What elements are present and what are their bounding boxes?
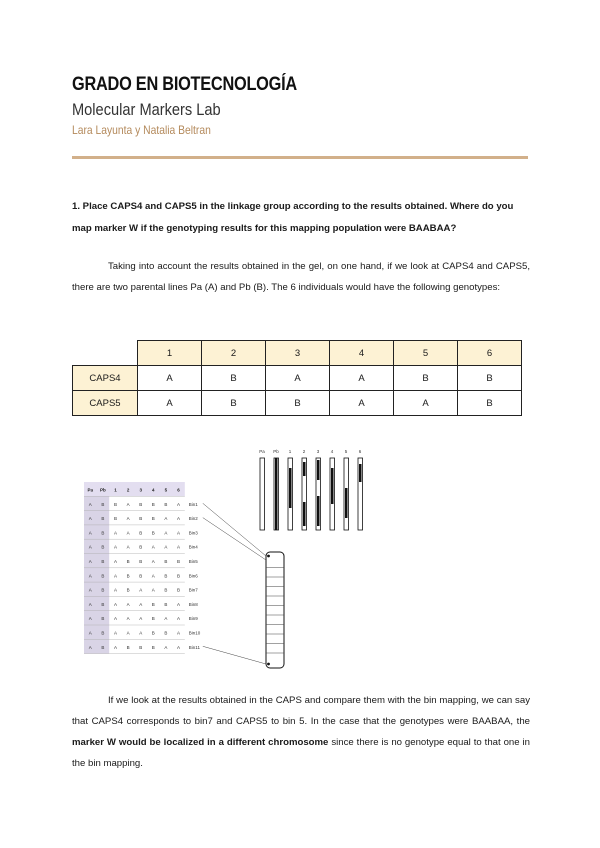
bin-table-cell: B — [126, 573, 130, 579]
column-header: 3 — [266, 341, 330, 366]
bin-table-cell: B — [164, 559, 168, 564]
bin-table-cell: B — [101, 644, 105, 650]
bin-table-cell: B — [113, 501, 118, 507]
table-cell: A — [330, 366, 394, 391]
table-cell: B — [266, 391, 330, 416]
bin-table-cell: A — [126, 630, 130, 636]
bin-table-header-cell: 1 — [114, 487, 117, 493]
bin-table-cell: B — [101, 587, 105, 593]
bin-table-cell: B — [176, 559, 181, 564]
bin-table-cell: B — [139, 644, 143, 650]
bin-table-cell: B — [101, 573, 105, 579]
bin-table-cell: B — [176, 587, 181, 593]
bin-table-cell: A — [164, 544, 168, 550]
genotype-table — [72, 340, 522, 416]
bin-table-cell: A — [113, 559, 118, 564]
bin-table-cell: A — [151, 559, 155, 564]
bin-table-cell: A — [164, 644, 168, 650]
bin-table-cell: A — [113, 601, 118, 607]
bin-table-cell: B — [139, 516, 143, 522]
bin-table-cell: B — [113, 516, 118, 522]
row-label: CAPS5 — [73, 391, 138, 416]
header-subtitle: Molecular Markers Lab — [72, 100, 221, 119]
gel-lane-label: Pb — [273, 449, 279, 454]
bin-mapping-figure — [80, 440, 380, 680]
bin-table-cell: B — [139, 544, 143, 550]
chromosome-body — [266, 552, 284, 668]
column-header: 6 — [458, 341, 522, 366]
bin-table-cell: A — [88, 601, 92, 607]
bin-table-cell: A — [88, 587, 92, 593]
bin-table-cell: B — [126, 559, 130, 564]
row-label: CAPS4 — [73, 366, 138, 391]
bin-table-cell: A — [113, 644, 118, 650]
bin-table-cell: A — [126, 501, 130, 507]
bin-table-cell: A — [126, 516, 130, 522]
table-cell: A — [138, 391, 202, 416]
paragraph-genotypes — [72, 256, 530, 298]
bin-name: Bin2 — [188, 516, 198, 522]
header-title: GRADO EN BIOTECNOLOGÍA — [72, 74, 297, 95]
bin-table-cell: A — [139, 630, 143, 636]
bin-table-cell: A — [151, 587, 155, 593]
bin-table-cell: B — [151, 501, 155, 507]
bin-table-cell: A — [176, 516, 181, 522]
bin-table-header-cell: 5 — [164, 487, 168, 493]
gel-band — [331, 468, 334, 504]
gel-band — [359, 464, 362, 482]
bin-name: Bin11 — [188, 644, 200, 650]
column-header: 5 — [394, 341, 458, 366]
bin-table-cell: A — [164, 516, 168, 522]
bin-table-cell: B — [101, 559, 105, 564]
bin-table-cell: B — [164, 573, 168, 579]
chromosome-marker-bottom — [267, 663, 270, 666]
bin-table-cell: A — [113, 630, 118, 636]
table-cell: A — [394, 391, 458, 416]
bin-name: Bin1 — [188, 501, 198, 507]
bin-table-cell: A — [139, 601, 143, 607]
table-corner — [73, 341, 138, 366]
table-row — [73, 391, 522, 416]
bin-table-cell: B — [164, 501, 168, 507]
bin-name: Bin3 — [188, 530, 198, 536]
bin-table-cell: A — [126, 616, 130, 622]
paragraph-conclusion — [72, 690, 530, 774]
table-cell: B — [458, 391, 522, 416]
bin-table-cell: B — [164, 587, 168, 593]
bin-table-cell: B — [101, 516, 105, 522]
connector-line — [203, 518, 266, 560]
bin-table-cell: A — [113, 530, 118, 536]
bin-table-cell: B — [101, 630, 105, 636]
gel-band — [345, 488, 348, 518]
bin-table-cell: B — [101, 601, 105, 607]
gel-band — [317, 496, 320, 526]
bin-table-cell: A — [88, 516, 92, 522]
bin-table-header-cell: Pa — [87, 487, 94, 493]
conclusion-part2: since there is no genotype equal to that one in the bin mapping. — [72, 737, 530, 769]
bin-table-cell: B — [139, 573, 143, 579]
bin-table-cell: B — [101, 544, 105, 550]
bin-table-cell: A — [88, 530, 92, 536]
bin-table-cell: A — [176, 630, 181, 636]
bin-table-cell: A — [113, 587, 118, 593]
gel-band — [317, 460, 320, 480]
bin-table-header-cell: 3 — [139, 487, 142, 493]
bin-table-cell: B — [126, 587, 130, 593]
bin-table-cell: A — [88, 630, 92, 636]
connector-line — [203, 646, 266, 664]
bin-table-cell: B — [176, 573, 181, 579]
bin-table-cell: B — [151, 644, 155, 650]
bin-table-cell: A — [176, 616, 181, 622]
bin-table-cell: A — [113, 616, 118, 622]
gel-lane-label: 1 — [288, 449, 292, 454]
question-text: 1. Place CAPS4 and CAPS5 in the linkage group according to the results obtained. Where do you map marker W if the genotyping results for this mapping population were BAABAA? — [72, 201, 514, 234]
column-header: 2 — [202, 341, 266, 366]
connector-line — [203, 503, 266, 556]
table-cell: A — [138, 366, 202, 391]
gel-band — [303, 462, 306, 476]
bin-table-cell: B — [151, 616, 155, 622]
bin-table-cell: B — [164, 601, 168, 607]
bin-table-cell: B — [126, 644, 130, 650]
bin-table-cell: B — [151, 601, 155, 607]
column-header: 4 — [330, 341, 394, 366]
bin-table-header-cell: 4 — [152, 487, 155, 493]
gel-lane-label: 3 — [316, 449, 320, 454]
gel-band — [303, 502, 306, 526]
bin-table-cell: A — [126, 601, 130, 607]
header-authors: Lara Layunta y Natalia Beltran — [72, 123, 211, 137]
column-header: 1 — [138, 341, 202, 366]
table-cell: B — [394, 366, 458, 391]
paragraph-genotypes-text: Taking into account the results obtained in the gel, on one hand, if we look at CAPS4 and CAPS5, there are two parental lines Pa (A) and Pb (B). The 6 individuals would have the following genotypes: — [72, 261, 530, 293]
bin-table-cell: A — [164, 530, 168, 536]
bin-table-cell: A — [113, 544, 118, 550]
bin-table-cell: B — [139, 530, 143, 536]
gel-band — [289, 468, 292, 508]
bin-table-cell: B — [101, 616, 105, 622]
table-row — [73, 366, 522, 391]
bin-table-cell: B — [101, 530, 105, 536]
gel-band — [275, 458, 278, 530]
bin-name: Bin5 — [188, 559, 198, 564]
chromosome-diagram — [203, 503, 284, 668]
gel-lane-label: 5 — [344, 449, 348, 454]
bin-name: Bin8 — [188, 601, 198, 607]
bin-table-cell: A — [151, 544, 155, 550]
bin-table-cell: A — [88, 501, 92, 507]
bin-table-cell: A — [164, 616, 168, 622]
table-header-row — [73, 341, 522, 366]
conclusion-part1: If we look at the results obtained in the CAPS and compare them with the bin mapping, we can say that CAPS4 corresponds to bin7 and CAPS5 to bin 5. In the case that the genotypes were BAABAA, the — [72, 695, 530, 727]
bin-table-cell: B — [101, 501, 105, 507]
table-cell: A — [330, 391, 394, 416]
bin-table-cell: A — [176, 544, 181, 550]
gel-lane-label: 6 — [358, 449, 362, 454]
bin-table-cell: A — [126, 544, 130, 550]
table-cell: B — [202, 366, 266, 391]
gel-image — [259, 449, 362, 530]
bin-table-cell: A — [126, 530, 130, 536]
table-cell: B — [202, 391, 266, 416]
bin-table-cell: A — [88, 544, 92, 550]
bin-table-cell: A — [88, 644, 92, 650]
bin-table-cell: B — [151, 516, 155, 522]
bin-name: Bin9 — [188, 616, 198, 622]
bin-table-cell: A — [176, 530, 181, 536]
gel-lane-label: Pa — [259, 449, 265, 454]
bin-table-cell: A — [139, 587, 143, 593]
bin-table-cell: A — [139, 616, 143, 622]
bin-table-cell: A — [176, 644, 181, 650]
bin-table-cell: A — [176, 501, 181, 507]
conclusion-bold: marker W would be localized in a different chromosome — [72, 737, 329, 748]
bin-table — [84, 482, 201, 654]
table-cell: B — [458, 366, 522, 391]
bin-table-header-cell: 2 — [126, 487, 130, 493]
gel-lane-label: 4 — [330, 449, 334, 454]
bin-name: Bin4 — [188, 544, 198, 550]
bin-table-cell: B — [139, 501, 143, 507]
bin-table-cell: A — [113, 573, 118, 579]
header-rule — [72, 156, 528, 159]
bin-table-cell: A — [88, 559, 92, 564]
bin-table-cell: B — [151, 630, 155, 636]
bin-table-header-cell: Pb — [100, 487, 106, 493]
bin-table-cell: A — [151, 573, 155, 579]
bin-table-cell: A — [88, 573, 92, 579]
bin-table-cell: B — [139, 559, 143, 564]
bin-name: Bin10 — [188, 630, 201, 636]
bin-table-cell: B — [164, 630, 168, 636]
gel-lane — [260, 458, 265, 530]
bin-name: Bin7 — [188, 587, 198, 593]
bin-table-header-cell: 6 — [177, 487, 180, 493]
bin-name: Bin6 — [188, 573, 198, 579]
gel-lane-label: 2 — [302, 449, 306, 454]
bin-table-cell: B — [151, 530, 155, 536]
chromosome-marker-top — [267, 555, 270, 558]
table-cell: A — [266, 366, 330, 391]
bin-table-cell: A — [176, 601, 181, 607]
bin-table-cell: A — [88, 616, 92, 622]
